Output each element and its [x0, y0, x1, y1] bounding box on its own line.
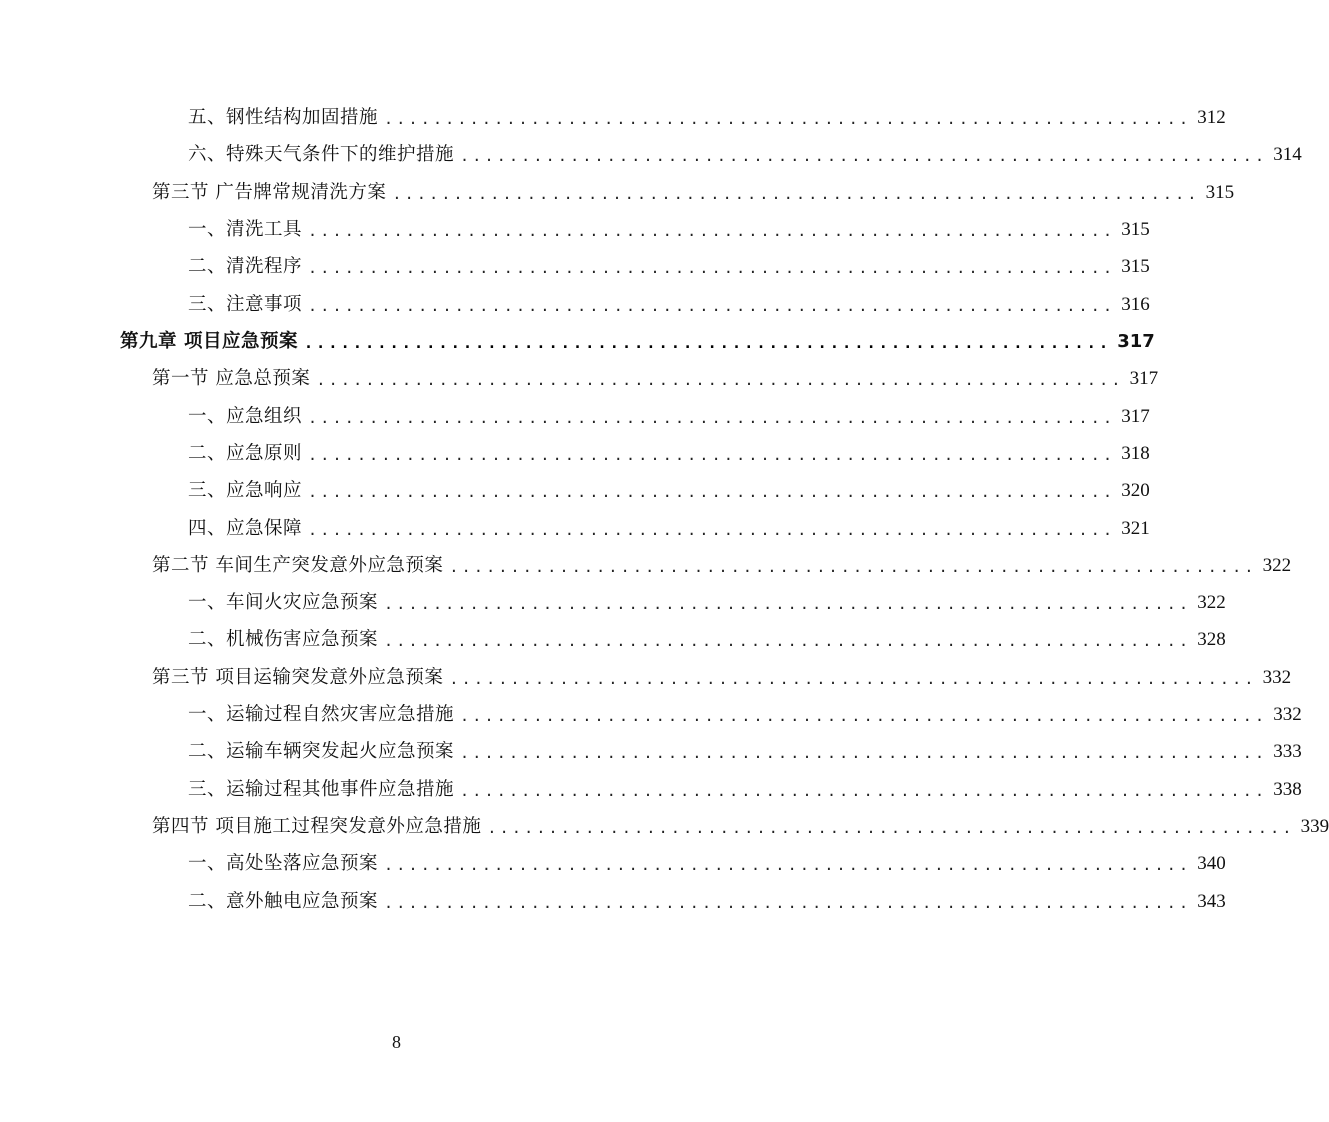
dot-leader: .................................................................. — [308, 409, 1116, 427]
toc-entry-page: 321 — [1121, 518, 1150, 539]
dot-leader: .................................................................. — [384, 894, 1192, 912]
toc-entry-page: 312 — [1197, 107, 1226, 128]
dot-leader: .................................................................. — [460, 147, 1268, 165]
toc-entry-label: 一、运输过程自然灾害应急措施 — [188, 704, 455, 725]
toc-entry-label: 第九章 项目应急预案 — [120, 331, 298, 352]
toc-entry-label: 二、机械伤害应急预案 — [188, 629, 379, 650]
toc-entry[interactable] — [188, 511, 1150, 541]
toc-entry[interactable] — [152, 361, 1159, 391]
toc-entry-label: 第四节 项目施工过程突发意外应急措施 — [152, 816, 482, 837]
toc-entry-label: 一、应急组织 — [188, 406, 303, 427]
toc-entry[interactable] — [188, 622, 1226, 652]
toc-entry-label: 一、高处坠落应急预案 — [188, 853, 379, 874]
toc-entry[interactable] — [152, 548, 1292, 578]
toc-entry-label: 一、清洗工具 — [188, 219, 303, 240]
toc-entry-page: 332 — [1273, 704, 1302, 725]
dot-leader: .................................................................. — [487, 819, 1295, 837]
dot-leader: .................................................................. — [308, 259, 1116, 277]
toc-entry-page: 315 — [1205, 182, 1235, 203]
toc-entry-label: 第三节 项目运输突发意外应急预案 — [152, 667, 444, 688]
dot-leader: .................................................................. — [308, 483, 1116, 501]
toc-entry-page: 316 — [1121, 294, 1150, 315]
dot-leader: .................................................................. — [460, 744, 1268, 762]
toc-entry[interactable] — [188, 585, 1226, 615]
page-number: 8 — [392, 1032, 401, 1052]
dot-leader: .................................................................. — [460, 707, 1268, 725]
toc-entry-page: 317 — [1121, 406, 1150, 427]
toc-entry-page: 328 — [1197, 629, 1226, 650]
toc-entry[interactable] — [188, 772, 1302, 802]
toc-entry-label: 三、注意事项 — [188, 294, 303, 315]
toc-entry-page: 333 — [1273, 741, 1302, 762]
toc-entry-page: 314 — [1273, 144, 1302, 165]
toc-entry-label: 第一节 应急总预案 — [152, 368, 311, 389]
toc-entry-page: 315 — [1121, 256, 1150, 277]
dot-leader: .................................................................. — [303, 334, 1112, 352]
toc-entry-page: 317 — [1117, 331, 1155, 352]
toc-entry-page: 340 — [1197, 853, 1226, 874]
toc-entry-page: 322 — [1262, 555, 1292, 576]
toc-entry-label: 第二节 车间生产突发意外应急预案 — [152, 555, 444, 576]
toc-entry-label: 二、清洗程序 — [188, 256, 303, 277]
toc-entry-page: 339 — [1300, 816, 1329, 837]
toc-entry[interactable] — [188, 100, 1226, 130]
toc-entry[interactable] — [188, 846, 1226, 876]
toc-entry[interactable] — [188, 436, 1150, 466]
toc-entry[interactable] — [188, 399, 1150, 429]
dot-leader: .................................................................. — [384, 632, 1192, 650]
toc-entry[interactable] — [152, 809, 1329, 839]
dot-leader: .................................................................. — [308, 521, 1116, 539]
toc-entry-page: 315 — [1121, 219, 1150, 240]
toc-entry[interactable] — [188, 697, 1302, 727]
toc-entry[interactable] — [188, 473, 1150, 503]
toc-entry-page: 322 — [1197, 592, 1226, 613]
dot-leader: .................................................................. — [308, 222, 1116, 240]
dot-leader: .................................................................. — [392, 185, 1200, 203]
toc-entry-page: 343 — [1197, 891, 1226, 912]
dot-leader: .................................................................. — [308, 446, 1116, 464]
toc-entry[interactable] — [188, 884, 1226, 914]
toc-entry-page: 320 — [1121, 480, 1150, 501]
toc-entry-label: 二、意外触电应急预案 — [188, 891, 379, 912]
dot-leader: .................................................................. — [449, 670, 1257, 688]
toc-entry[interactable] — [188, 137, 1302, 167]
toc-entry-label: 五、钢性结构加固措施 — [188, 107, 379, 128]
dot-leader: .................................................................. — [384, 110, 1192, 128]
toc-entry-label: 六、特殊天气条件下的维护措施 — [188, 144, 455, 165]
toc-entry-page: 338 — [1273, 779, 1302, 800]
dot-leader: .................................................................. — [449, 558, 1257, 576]
dot-leader: .................................................................. — [460, 782, 1268, 800]
toc-entry[interactable] — [152, 660, 1292, 690]
toc-entry[interactable] — [188, 212, 1150, 242]
toc-entry-label: 第三节 广告牌常规清洗方案 — [152, 182, 387, 203]
dot-leader: .................................................................. — [308, 297, 1116, 315]
toc-entry-label: 二、应急原则 — [188, 443, 303, 464]
toc-entry-label: 一、车间火灾应急预案 — [188, 592, 379, 613]
toc-entry-page: 332 — [1262, 667, 1292, 688]
dot-leader: .................................................................. — [384, 856, 1192, 874]
toc-entry[interactable] — [188, 287, 1150, 317]
toc-entry[interactable] — [188, 249, 1150, 279]
toc-entry-label: 四、应急保障 — [188, 518, 303, 539]
toc-entry[interactable] — [152, 175, 1235, 205]
dot-leader: .................................................................. — [316, 371, 1124, 389]
toc-entry-label: 三、运输过程其他事件应急措施 — [188, 779, 455, 800]
dot-leader: .................................................................. — [384, 595, 1192, 613]
toc-entry-label: 二、运输车辆突发起火应急预案 — [188, 741, 455, 762]
toc-entry-page: 317 — [1129, 368, 1159, 389]
toc-entry-label: 三、应急响应 — [188, 480, 303, 501]
toc-entry-page: 318 — [1121, 443, 1150, 464]
toc-chapter-entry[interactable] — [120, 324, 1155, 354]
toc-entry[interactable] — [188, 734, 1302, 764]
